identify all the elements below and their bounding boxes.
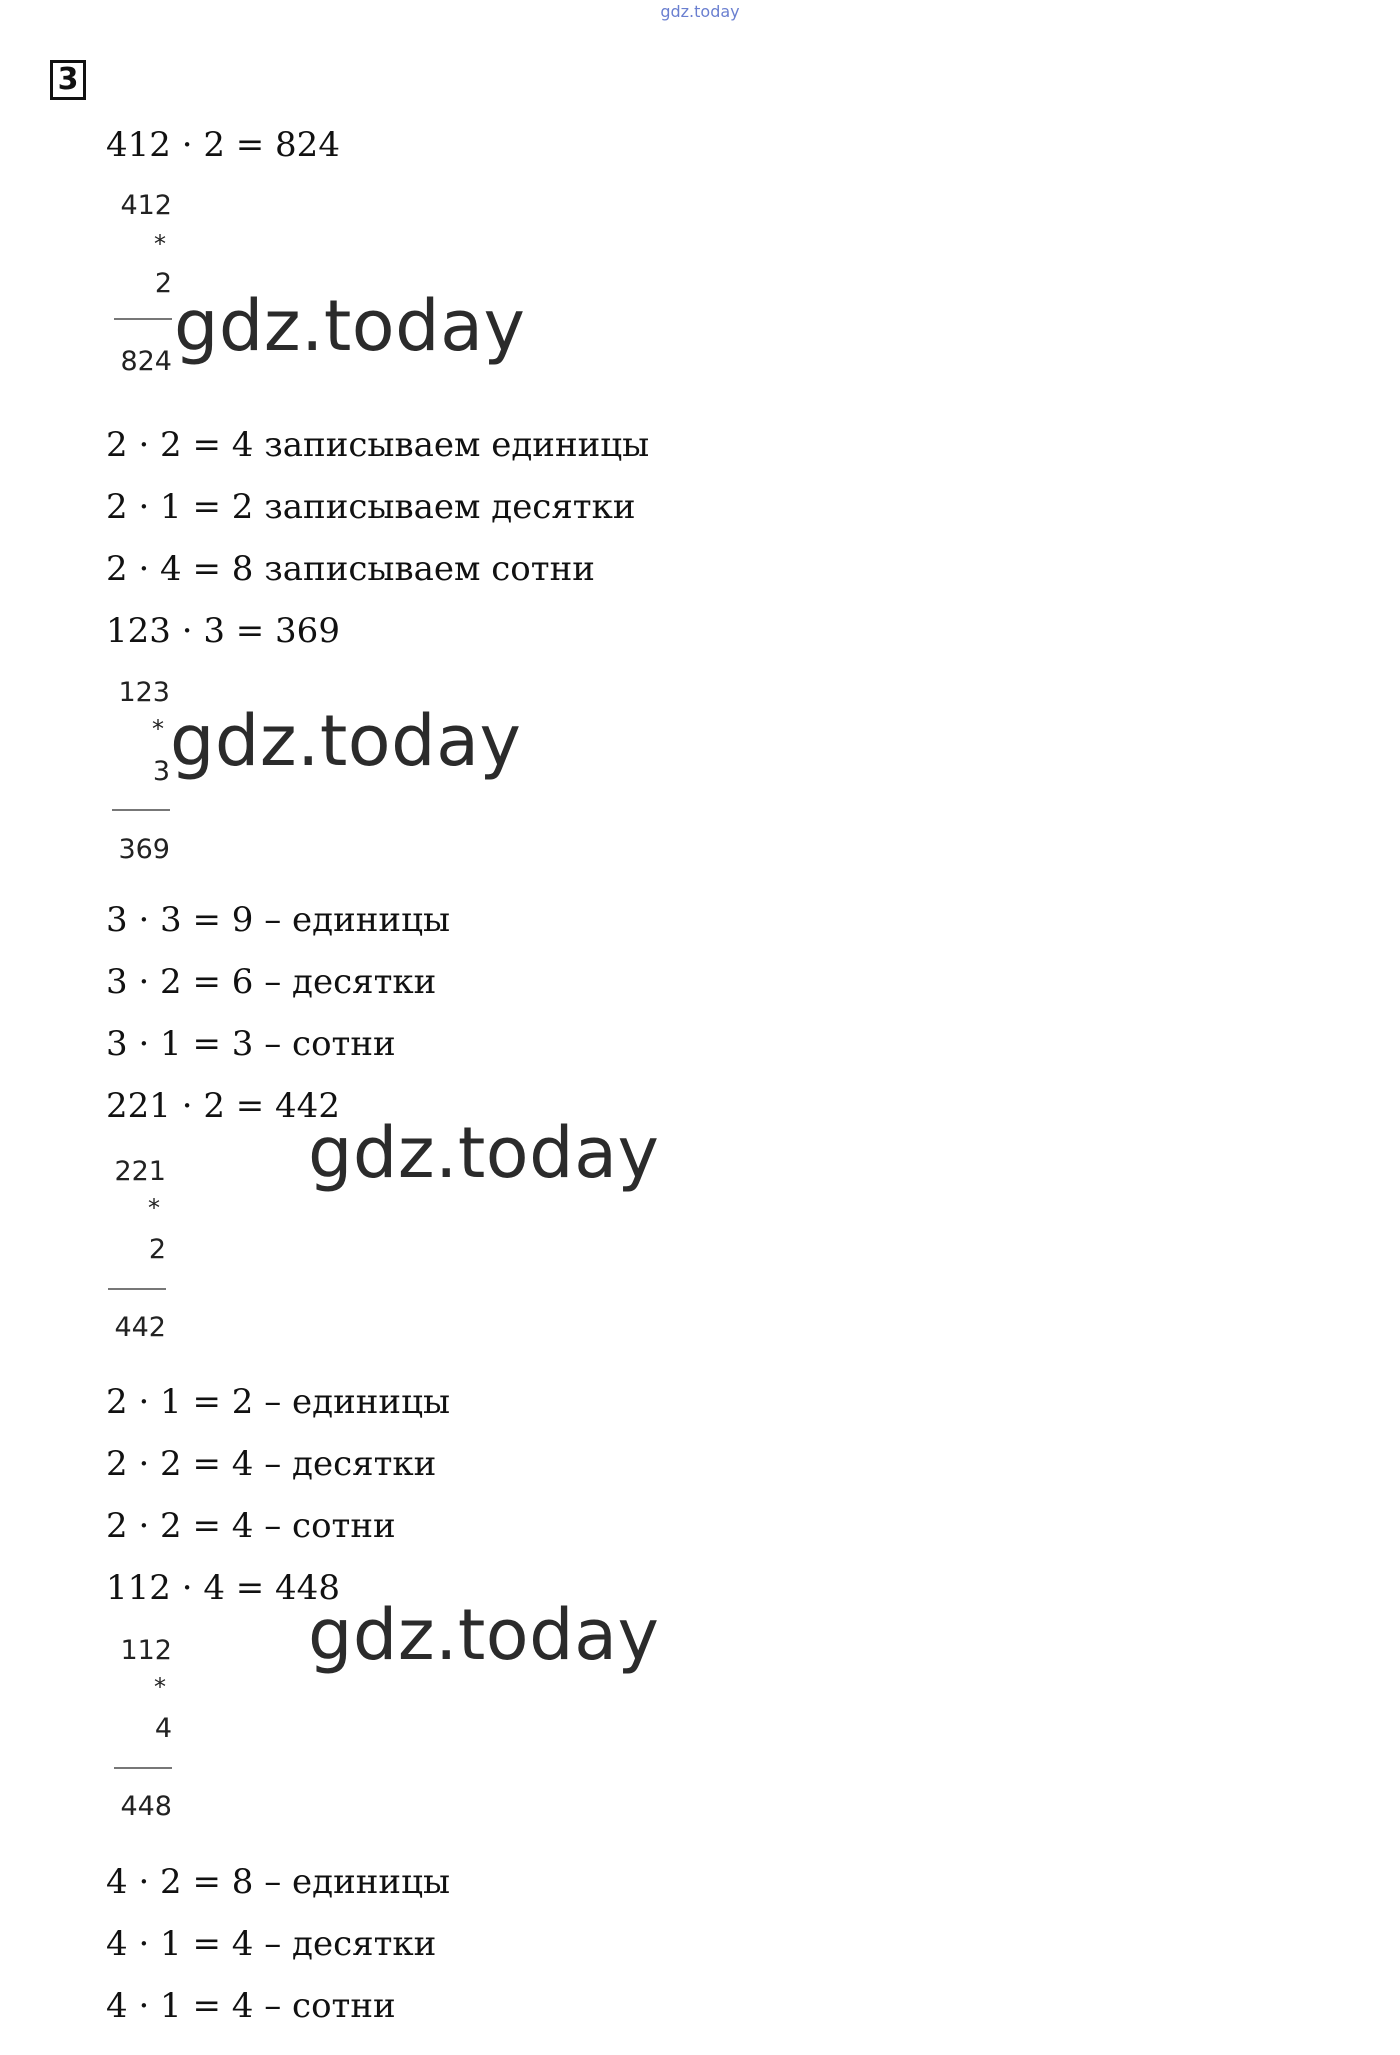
- step-1c: 2 · 4 = 8 записываем сотни: [106, 549, 595, 589]
- column-multiplication-3: [96, 1156, 166, 1356]
- column-multiplier: 2: [148, 1234, 166, 1265]
- column-multiplication-4: [102, 1635, 172, 1835]
- column-top-number: 112: [120, 1635, 172, 1666]
- watermark: gdz.today: [174, 285, 526, 367]
- column-divider: [114, 1767, 172, 1769]
- column-divider: [108, 1288, 166, 1290]
- step-3a: 2 · 1 = 2 – единицы: [106, 1382, 451, 1422]
- step-3c: 2 · 2 = 4 – сотни: [106, 1506, 396, 1546]
- equation-4: 112 · 4 = 448: [106, 1568, 340, 1608]
- multiply-sign: *: [148, 1194, 160, 1222]
- column-result: 824: [120, 346, 172, 377]
- equation-3: 221 · 2 = 442: [106, 1086, 340, 1126]
- column-result: 448: [120, 1791, 172, 1822]
- watermark: gdz.today: [308, 1594, 660, 1676]
- column-top-number: 221: [114, 1156, 166, 1187]
- column-divider: [114, 318, 172, 320]
- multiply-sign: *: [154, 1673, 166, 1701]
- column-result: 442: [114, 1312, 166, 1343]
- equation-1: 412 · 2 = 824: [106, 125, 340, 165]
- column-result: 369: [118, 834, 170, 865]
- column-multiplier: 2: [154, 268, 172, 299]
- step-4b: 4 · 1 = 4 – десятки: [106, 1924, 437, 1964]
- watermark: gdz.today: [170, 700, 522, 782]
- step-1a: 2 · 2 = 4 записываем единицы: [106, 425, 650, 465]
- task-number-box: 3: [50, 60, 86, 100]
- equation-2: 123 · 3 = 369: [106, 611, 340, 651]
- step-2c: 3 · 1 = 3 – сотни: [106, 1024, 396, 1064]
- step-4c: 4 · 1 = 4 – сотни: [106, 1986, 396, 2026]
- column-divider: [112, 809, 170, 811]
- site-watermark-top: gdz.today: [660, 2, 740, 21]
- step-1b: 2 · 1 = 2 записываем десятки: [106, 487, 636, 527]
- column-top-number: 412: [120, 190, 172, 221]
- column-multiplication-2: [100, 677, 170, 877]
- column-top-number: 123: [118, 677, 170, 708]
- step-2a: 3 · 3 = 9 – единицы: [106, 900, 451, 940]
- step-2b: 3 · 2 = 6 – десятки: [106, 962, 437, 1002]
- column-multiplication-1: [102, 190, 172, 390]
- step-3b: 2 · 2 = 4 – десятки: [106, 1444, 437, 1484]
- multiply-sign: *: [154, 230, 166, 258]
- column-multiplier: 4: [154, 1713, 172, 1744]
- column-multiplier: 3: [152, 756, 170, 787]
- watermark: gdz.today: [308, 1112, 660, 1194]
- multiply-sign: *: [152, 715, 164, 743]
- step-4a: 4 · 2 = 8 – единицы: [106, 1862, 451, 1902]
